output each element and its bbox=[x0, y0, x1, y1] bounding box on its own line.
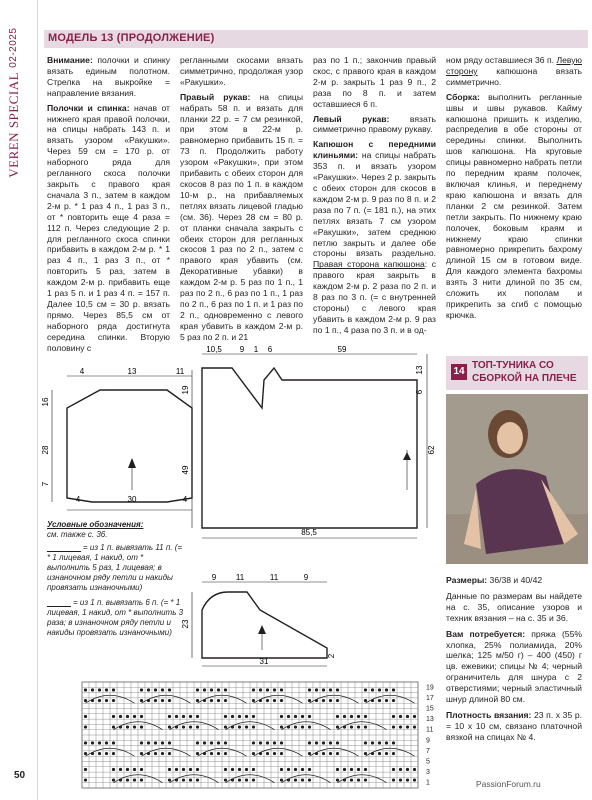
chart-symbol-purl bbox=[308, 778, 311, 781]
chart-symbol-purl bbox=[224, 752, 227, 755]
chart-symbol-purl bbox=[84, 725, 87, 728]
chart-symbol-purl bbox=[378, 741, 381, 744]
chart-symbol-purl bbox=[196, 715, 199, 718]
chart-symbol-purl bbox=[182, 778, 185, 781]
chart-row-label: 1 bbox=[426, 779, 430, 787]
chart-symbol-purl bbox=[84, 699, 87, 702]
chart-symbol-purl bbox=[308, 715, 311, 718]
chart-symbol-purl bbox=[245, 725, 248, 728]
model-photo-illustration bbox=[446, 394, 588, 564]
chart-symbol-purl bbox=[385, 699, 388, 702]
chart-row-label: 9 bbox=[426, 737, 430, 745]
chart-symbol-purl bbox=[203, 741, 206, 744]
chart-symbol-purl bbox=[112, 715, 115, 718]
chart-symbol-purl bbox=[273, 688, 276, 691]
chart-symbol-purl bbox=[350, 778, 353, 781]
sleeve-schematic bbox=[67, 390, 192, 502]
chart-symbol-purl bbox=[238, 768, 241, 771]
chart-symbol-purl bbox=[112, 741, 115, 744]
chart-symbol-purl bbox=[392, 778, 395, 781]
chart-symbol-purl bbox=[392, 752, 395, 755]
chart-symbol-purl bbox=[350, 725, 353, 728]
paragraph: Плотность вязания: 23 п. х 35 р. = 10 х 10 см, связано платочной вязкой на спицах № 4. bbox=[446, 709, 583, 742]
chart-symbol-purl bbox=[84, 715, 87, 718]
chart-symbol-purl bbox=[245, 715, 248, 718]
chart-symbol-purl bbox=[322, 752, 325, 755]
chart-symbol-purl bbox=[154, 752, 157, 755]
dim-label: 11 bbox=[269, 573, 279, 582]
dim-label: 6 bbox=[267, 345, 273, 354]
chart-symbol-purl bbox=[364, 752, 367, 755]
body-schematic bbox=[202, 368, 417, 528]
chart-symbol-purl bbox=[210, 688, 213, 691]
side-brand-strip bbox=[0, 0, 38, 800]
chart-row-label: 13 bbox=[426, 716, 434, 724]
chart-symbol-purl bbox=[224, 715, 227, 718]
model14-number: 14 bbox=[451, 364, 467, 380]
dim-label: 9 bbox=[303, 573, 309, 582]
chart-symbol-purl bbox=[336, 741, 339, 744]
section-title: МОДЕЛЬ 13 (ПРОДОЛЖЕНИЕ) bbox=[48, 32, 215, 44]
chart-symbol-purl bbox=[161, 699, 164, 702]
chart-symbol-purl bbox=[280, 715, 283, 718]
paragraph: ном ряду оставшиеся 36 п. Левую сторону капюшона вязать симметрично. bbox=[446, 55, 582, 87]
dim-label: 16 bbox=[41, 397, 50, 407]
chart-symbol-purl bbox=[238, 725, 241, 728]
chart-symbol-purl bbox=[385, 741, 388, 744]
section-header bbox=[44, 30, 588, 48]
text-column-1 bbox=[47, 55, 170, 357]
chart-symbol-purl bbox=[301, 715, 304, 718]
chart-symbol-purl bbox=[210, 699, 213, 702]
chart-symbol-purl bbox=[336, 768, 339, 771]
chart-symbol-purl bbox=[84, 741, 87, 744]
text-column-4 bbox=[446, 55, 582, 325]
chart-symbol-purl bbox=[168, 725, 171, 728]
chart-symbol-purl bbox=[392, 768, 395, 771]
chart-symbol-purl bbox=[196, 768, 199, 771]
chart-symbol-purl bbox=[308, 725, 311, 728]
chart-symbol-purl bbox=[329, 752, 332, 755]
chart-symbol-purl bbox=[294, 715, 297, 718]
paragraph: Левый рукав: вязать симметрично правому рукаву. bbox=[313, 113, 436, 135]
chart-symbol-purl bbox=[140, 688, 143, 691]
chart-symbol-purl bbox=[105, 741, 108, 744]
paragraph: регланными скосами вязать симметрично, продолжая узор «Ракушки». bbox=[180, 55, 303, 87]
chart-symbol-purl bbox=[301, 778, 304, 781]
chart-symbol-purl bbox=[392, 725, 395, 728]
chart-symbol-purl bbox=[294, 725, 297, 728]
chart-symbol-purl bbox=[140, 768, 143, 771]
paragraph: Размеры: 36/38 и 40/42 bbox=[446, 575, 543, 585]
paragraph: Вам потребуется: пряжа (55% хлопка, 25% полиамида, 20% шелка; 125 м/50 г) – 400 (450) г цв. ежевики; спицы № 4; черный ограничитель для шнура с 2 отверстиями; черный эластичный шнур длиной 80 см. bbox=[446, 628, 583, 705]
chart-symbol-purl bbox=[336, 688, 339, 691]
dim-label: 11 bbox=[235, 573, 245, 582]
dim-label: 6 bbox=[415, 389, 424, 395]
chart-symbol-purl bbox=[413, 725, 416, 728]
symbol-eleven-icon bbox=[47, 544, 81, 552]
chart-symbol-purl bbox=[252, 699, 255, 702]
chart-symbol-purl bbox=[189, 768, 192, 771]
chart-symbol-purl bbox=[133, 715, 136, 718]
paragraph: Внимание: полочки и спинку вязать единым полотном. Стрелка на выкройке = направление вязания. bbox=[47, 55, 170, 98]
chart-symbol-purl bbox=[189, 778, 192, 781]
chart-row-label: 15 bbox=[426, 705, 434, 713]
dim-label: 31 bbox=[259, 657, 269, 666]
dim-label: 49 bbox=[181, 465, 190, 475]
chart-symbol-purl bbox=[364, 725, 367, 728]
model14-header bbox=[446, 356, 588, 390]
chart-symbol-purl bbox=[112, 752, 115, 755]
chart-symbol-purl bbox=[217, 699, 220, 702]
chart-symbol-purl bbox=[280, 699, 283, 702]
chart-row-label: 5 bbox=[426, 758, 430, 766]
chart-row-label: 17 bbox=[426, 694, 434, 702]
chart-symbol-purl bbox=[364, 768, 367, 771]
chart-symbol-purl bbox=[280, 725, 283, 728]
chart-symbol-purl bbox=[287, 715, 290, 718]
chart-symbol-purl bbox=[112, 725, 115, 728]
chart-symbol-purl bbox=[112, 688, 115, 691]
chart-symbol-purl bbox=[91, 688, 94, 691]
chart-symbol-purl bbox=[84, 688, 87, 691]
dim-label: 62 bbox=[427, 445, 436, 455]
chart-symbol-purl bbox=[175, 715, 178, 718]
chart-symbol-purl bbox=[364, 778, 367, 781]
chart-symbol-purl bbox=[154, 699, 157, 702]
chart-symbol-purl bbox=[98, 752, 101, 755]
chart-symbol-purl bbox=[161, 741, 164, 744]
chart-symbol-purl bbox=[126, 778, 129, 781]
chart-symbol-purl bbox=[112, 699, 115, 702]
chart-symbol-purl bbox=[126, 715, 129, 718]
chart-symbol-purl bbox=[371, 688, 374, 691]
page-number: 50 bbox=[14, 770, 26, 781]
chart-symbol-purl bbox=[140, 778, 143, 781]
dim-label: 9 bbox=[211, 573, 217, 582]
chart-symbol-purl bbox=[84, 752, 87, 755]
chart-symbol-purl bbox=[168, 688, 171, 691]
dim-label: 13 bbox=[127, 367, 137, 376]
dim-label: 13 bbox=[415, 365, 424, 375]
chart-symbol-purl bbox=[154, 741, 157, 744]
chart-symbol-purl bbox=[357, 778, 360, 781]
chart-symbol-purl bbox=[343, 715, 346, 718]
chart-symbol-purl bbox=[399, 768, 402, 771]
chart-symbol-purl bbox=[224, 741, 227, 744]
dim-label: 23 bbox=[181, 619, 190, 629]
chart-symbol-purl bbox=[217, 688, 220, 691]
chart-symbol-purl bbox=[322, 741, 325, 744]
chart-row-label: 11 bbox=[426, 726, 434, 734]
chart-symbol-purl bbox=[168, 715, 171, 718]
knitting-chart-grid bbox=[78, 680, 458, 792]
chart-symbol-purl bbox=[294, 778, 297, 781]
chart-symbol-purl bbox=[161, 752, 164, 755]
chart-symbol-purl bbox=[294, 768, 297, 771]
chart-symbol-purl bbox=[280, 778, 283, 781]
chart-symbol-purl bbox=[315, 741, 318, 744]
chart-symbol-purl bbox=[280, 752, 283, 755]
chart-symbol-purl bbox=[182, 725, 185, 728]
model14-details bbox=[446, 575, 582, 748]
chart-symbol-purl bbox=[196, 688, 199, 691]
chart-symbol-purl bbox=[168, 752, 171, 755]
paragraph: раз по 1 п.; закончив правый скос, с правого края в каждом 2-м р. закрыть 1 раз 9 п., 2 раза по 8 п. и затем оставшиеся 6 п. bbox=[313, 55, 436, 109]
chart-symbol-purl bbox=[217, 752, 220, 755]
chart-symbol-purl bbox=[329, 741, 332, 744]
chart-symbol-purl bbox=[224, 768, 227, 771]
chart-symbol-purl bbox=[112, 778, 115, 781]
chart-symbol-purl bbox=[252, 752, 255, 755]
chart-symbol-purl bbox=[98, 688, 101, 691]
chart-symbol-purl bbox=[217, 741, 220, 744]
chart-symbol-purl bbox=[308, 768, 311, 771]
chart-symbol-purl bbox=[133, 768, 136, 771]
chart-symbol-purl bbox=[252, 741, 255, 744]
chart-symbol-purl bbox=[196, 752, 199, 755]
chart-row-label: 19 bbox=[426, 684, 434, 692]
chart-symbol-purl bbox=[238, 715, 241, 718]
chart-symbol-purl bbox=[350, 768, 353, 771]
chart-symbol-purl bbox=[182, 768, 185, 771]
chart-symbol-purl bbox=[378, 752, 381, 755]
chart-symbol-purl bbox=[266, 688, 269, 691]
chart-symbol-purl bbox=[252, 688, 255, 691]
chart-symbol-purl bbox=[203, 688, 206, 691]
dim-label: 9 bbox=[239, 345, 245, 354]
dim-label: 59 bbox=[337, 345, 347, 354]
chart-symbol-purl bbox=[406, 768, 409, 771]
chart-symbol-purl bbox=[168, 699, 171, 702]
brand-vertical: VEREN SPECIAL 02-2025 bbox=[6, 28, 21, 178]
paragraph: Правый рукав: на спицы набрать 58 п. и вязать для планки 22 р. = 7 см резинкой, при этом в 22-м р. равномерно прибавить 15 п. = 73 п. Продолжить работу узором «Ракушки», при этом прибавить с обеих сторон для скосов 8 раз по 1 п. в каждом 10-м р., на прибавляемых петлях вязать лицевой гладью (см. 36). Через 28 см = 80 р. от планки сначала закрыть с обеих сторон для регланных скосов 1 раз по 2 п., затем с правого края убавить (см. Декоративные убавки) в каждом 2-м р. 5 раз по 1 п., 1 раз по 2 п., 6 раз по 1 п., 1 раз по 2 п., 6 раз по 1 п. и 1 раз по 2 п., одновременно с левого края убавить в каждом 2-м р. 5 раз по 2 п. и 21 bbox=[180, 91, 303, 342]
chart-symbol-purl bbox=[273, 752, 276, 755]
paragraph: Капюшон с передними клиньями: на спицы набрать 353 п. и вязать узором «Ракушки». Через 2 р. закрыть с обеих сторон для скосов в каждом 2-м р. 9 раз по 8 п. и 2 раза по 7 п. (= 181 п.), на этих петлях вязать 7 см узором «Ракушки», затем среднюю петлю закрыть и далее обе стороны вязать раздельно. Правая сторона капюшона: с правого края закрыть в каждом 2-м р. 2 раза по 2 п. и 8 раз по 3 п. (= с внутренней стороны) с левого края убавить в каждом 2-м р. 9 раз по 1 п., 4 раза по 3 п. и в од- bbox=[313, 139, 436, 335]
chart-symbol-purl bbox=[280, 688, 283, 691]
chart-symbol-purl bbox=[392, 715, 395, 718]
chart-symbol-purl bbox=[273, 699, 276, 702]
chart-symbol-purl bbox=[406, 725, 409, 728]
chart-symbol-purl bbox=[105, 688, 108, 691]
chart-symbol-purl bbox=[413, 768, 416, 771]
chart-row-label: 7 bbox=[426, 747, 430, 755]
chart-symbol-purl bbox=[364, 699, 367, 702]
chart-symbol-purl bbox=[301, 725, 304, 728]
chart-symbol-purl bbox=[252, 715, 255, 718]
chart-symbol-purl bbox=[378, 688, 381, 691]
chart-symbol-purl bbox=[336, 752, 339, 755]
chart-symbol-purl bbox=[399, 715, 402, 718]
chart-symbol-purl bbox=[119, 768, 122, 771]
chart-symbol-purl bbox=[133, 778, 136, 781]
chart-symbol-purl bbox=[287, 768, 290, 771]
chart-symbol-purl bbox=[357, 725, 360, 728]
chart-symbol-purl bbox=[252, 725, 255, 728]
dim-label: 4 bbox=[79, 367, 85, 376]
dim-label: 2 bbox=[327, 653, 336, 659]
chart-symbol-purl bbox=[140, 741, 143, 744]
chart-symbol-purl bbox=[301, 768, 304, 771]
chart-symbol-purl bbox=[224, 688, 227, 691]
chart-symbol-purl bbox=[252, 778, 255, 781]
chart-symbol-purl bbox=[357, 715, 360, 718]
chart-symbol-purl bbox=[105, 752, 108, 755]
chart-symbol-purl bbox=[392, 688, 395, 691]
chart-symbol-purl bbox=[336, 725, 339, 728]
paragraph: Данные по размерам вы найдете на с. 35, описание узоров и техник вязания – на с. 35 и 36. bbox=[446, 590, 582, 623]
dim-label: 28 bbox=[41, 445, 50, 455]
chart-symbol-purl bbox=[399, 778, 402, 781]
chart-symbol-purl bbox=[406, 778, 409, 781]
chart-symbol-purl bbox=[140, 725, 143, 728]
dim-label: 85,5 bbox=[301, 528, 317, 537]
legend-title: Условные обозначения: bbox=[47, 520, 144, 529]
paragraph: Полочки и спинка: начав от нижнего края правой полочки, на спицы набрать 143 п. и вязать узором «Ракушки». Через 59 см = 170 р. от наборного ряда для регланного скоса полочки закрыть с правого края сначала 3 п., затем в каждом 2-м р. * 1 раз 4 п., 1 раз 3 п., от * повторить еще 4 раза = 112 п. Через следующие 2 р. для регланного скоса спинки прибавить в каждом 2-м р. * 1 раз 4 п., 1 раз 3 п., от * повторить 5 раз, затем в каждом 2-м р. прибавить еще 1 раз 5 п. и 1 раз 4 п. = 157 п. Далее 10,5 см = 30 р. вязать прямо. Через 85,5 см от наборного ряда достигнута середина спинки. Вторую половину с bbox=[47, 102, 170, 353]
text-column-2 bbox=[180, 55, 303, 347]
chart-symbol-purl bbox=[133, 725, 136, 728]
chart-symbol-purl bbox=[378, 699, 381, 702]
chart-symbol-purl bbox=[385, 752, 388, 755]
chart-symbol-purl bbox=[329, 699, 332, 702]
chart-symbol-purl bbox=[336, 699, 339, 702]
chart-symbol-purl bbox=[259, 688, 262, 691]
chart-symbol-purl bbox=[413, 778, 416, 781]
chart-symbol-purl bbox=[406, 715, 409, 718]
chart-symbol-purl bbox=[147, 741, 150, 744]
chart-symbol-purl bbox=[385, 688, 388, 691]
chart-symbol-purl bbox=[399, 725, 402, 728]
dim-label: 4 bbox=[182, 495, 188, 504]
chart-symbol-purl bbox=[343, 768, 346, 771]
chart-symbol-purl bbox=[350, 715, 353, 718]
chart-symbol-purl bbox=[392, 699, 395, 702]
paragraph: Сборка: выполнить регланные швы и швы рукавов. Кайму капюшона пришить к изделию, распределив в обе стороны от середины спинки. Выполнить шов капюшона. На круговые спицы равномерно набрать петли по передним краям полочек, включая клинья, и переднему краю капюшона и вязать для планки 2 см резинкой. Затем петли закрыть. По нижнему краю полочек, боковым краям и нижнему краю спинки равномерно прикрепить бахрому длиной 15 см в готовом виде. Для каждого элемента бахромы взять 3 нити длиной по 35 см, сложить их пополам и прикрепить за сгиб с помощью крючка. bbox=[446, 91, 582, 320]
chart-symbol-purl bbox=[224, 725, 227, 728]
chart-symbol-purl bbox=[364, 715, 367, 718]
chart-symbol-purl bbox=[308, 688, 311, 691]
knitting-chart bbox=[78, 680, 458, 792]
legend-item: = из 1 п. вывязать 6 п. (= * 1 лицевая, 1 накид, от * выполнить 3 раза; в изнаночном ряду петли и накиды провязать изнаночными) bbox=[47, 598, 184, 637]
chart-symbol-purl bbox=[224, 699, 227, 702]
chart-symbol-purl bbox=[266, 699, 269, 702]
dim-label: 10,5 bbox=[206, 345, 222, 354]
chart-symbol-purl bbox=[329, 688, 332, 691]
watermark: PassionForum.ru bbox=[476, 779, 541, 789]
chart-symbol-purl bbox=[196, 725, 199, 728]
chart-symbol-purl bbox=[196, 699, 199, 702]
chart-symbol-purl bbox=[224, 778, 227, 781]
chart-symbol-purl bbox=[308, 752, 311, 755]
chart-symbol-purl bbox=[413, 715, 416, 718]
chart-symbol-purl bbox=[231, 715, 234, 718]
chart-symbol-purl bbox=[91, 741, 94, 744]
chart-symbol-purl bbox=[266, 752, 269, 755]
chart-symbol-purl bbox=[392, 741, 395, 744]
chart-symbol-purl bbox=[322, 688, 325, 691]
symbol-six-icon bbox=[47, 599, 71, 607]
chart-symbol-purl bbox=[140, 752, 143, 755]
chart-symbol-purl bbox=[238, 778, 241, 781]
model-photo bbox=[446, 394, 588, 564]
model14-title: ТОП-ТУНИКА СО СБОРКОЙ НА ПЛЕЧЕ bbox=[472, 360, 577, 384]
chart-symbol-purl bbox=[252, 768, 255, 771]
chart-symbol-purl bbox=[336, 715, 339, 718]
chart-symbol-purl bbox=[364, 688, 367, 691]
chart-symbol-purl bbox=[280, 768, 283, 771]
dim-label: 1 bbox=[253, 345, 259, 354]
chart-symbol-purl bbox=[245, 768, 248, 771]
chart-symbol-purl bbox=[336, 778, 339, 781]
dim-label: 11 bbox=[175, 367, 185, 376]
chart-symbol-purl bbox=[308, 699, 311, 702]
chart-symbol-purl bbox=[189, 725, 192, 728]
chart-symbol-purl bbox=[84, 768, 87, 771]
chart-symbol-purl bbox=[105, 699, 108, 702]
chart-symbol-purl bbox=[266, 741, 269, 744]
chart-symbol-purl bbox=[231, 768, 234, 771]
chart-symbol-purl bbox=[364, 741, 367, 744]
chart-symbol-purl bbox=[154, 688, 157, 691]
chart-symbol-purl bbox=[168, 768, 171, 771]
chart-symbol-purl bbox=[126, 725, 129, 728]
legend bbox=[47, 520, 187, 638]
legend-ref: см. также с. 36. bbox=[47, 530, 108, 539]
chart-symbol-purl bbox=[126, 768, 129, 771]
legend-item: = из 1 п. вывязать 11 п. (= * 1 лицевая, 1 накид, от * выполнить 5 раз, 1 лицевая; в изнаночном ряду петли и накиды провязать изнаночными) bbox=[47, 543, 183, 592]
chart-symbol-purl bbox=[245, 778, 248, 781]
chart-symbol-purl bbox=[119, 715, 122, 718]
chart-symbol-purl bbox=[259, 741, 262, 744]
chart-symbol-purl bbox=[168, 778, 171, 781]
chart-symbol-purl bbox=[196, 778, 199, 781]
chart-symbol-purl bbox=[147, 688, 150, 691]
chart-symbol-purl bbox=[84, 778, 87, 781]
chart-symbol-purl bbox=[308, 741, 311, 744]
chart-symbol-purl bbox=[175, 768, 178, 771]
chart-symbol-purl bbox=[140, 699, 143, 702]
hood-schematic bbox=[202, 592, 327, 658]
chart-symbol-purl bbox=[280, 741, 283, 744]
chart-symbol-purl bbox=[161, 688, 164, 691]
chart-row-label: 3 bbox=[426, 769, 430, 777]
chart-symbol-purl bbox=[315, 688, 318, 691]
dim-label: 7 bbox=[41, 481, 50, 487]
chart-symbol-purl bbox=[182, 715, 185, 718]
chart-symbol-purl bbox=[189, 715, 192, 718]
chart-symbol-purl bbox=[140, 715, 143, 718]
dim-label: 30 bbox=[127, 495, 137, 504]
chart-symbol-purl bbox=[371, 741, 374, 744]
dim-label: 19 bbox=[181, 385, 190, 395]
chart-symbol-purl bbox=[210, 741, 213, 744]
text-column-3 bbox=[313, 55, 436, 340]
chart-symbol-purl bbox=[322, 699, 325, 702]
chart-symbol-purl bbox=[196, 741, 199, 744]
chart-symbol-purl bbox=[98, 699, 101, 702]
chart-symbol-purl bbox=[98, 741, 101, 744]
chart-symbol-purl bbox=[210, 752, 213, 755]
chart-symbol-purl bbox=[112, 768, 115, 771]
chart-symbol-purl bbox=[168, 741, 171, 744]
chart-symbol-purl bbox=[357, 768, 360, 771]
chart-symbol-purl bbox=[273, 741, 276, 744]
dim-label: 4 bbox=[75, 495, 81, 504]
